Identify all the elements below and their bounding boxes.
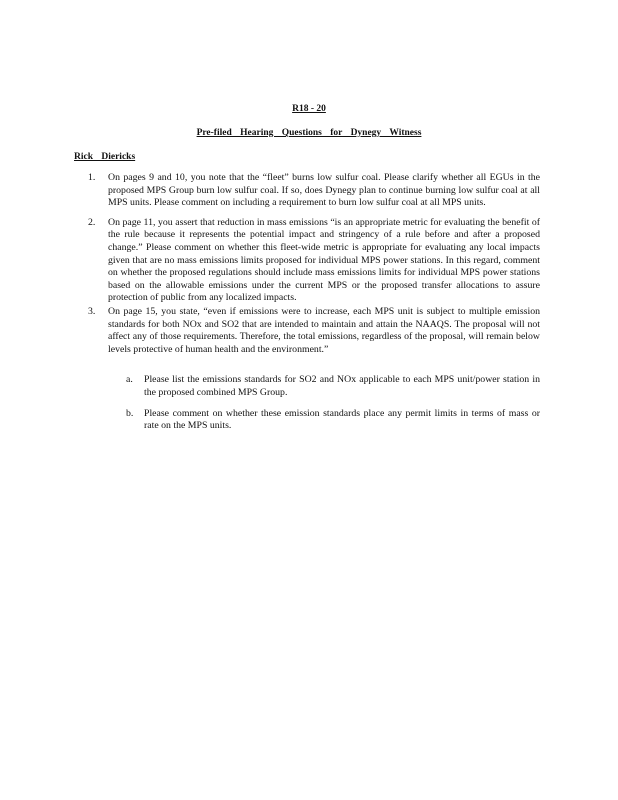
sub-question-text: Please list the emissions standards for SO2 and NOx applicable to each MPS unit/power station in the proposed combined MPS Group. xyxy=(144,374,540,398)
question-text: On page 11, you assert that reduction in mass emissions “is an appropriate metric for evaluating the benefit of the rule because it represents the potential impact and stringency of a rule before and after a proposed change.” Please comment on whether this fleet-wide metric is appropriate for evaluating any local impacts given that are no mass emissions limits proposed for individual MPS power stations. In this regard, comment on whether the proposed regulations should include mass emissions limits for individual MPS power stations based on the allowable emissions under the current MPS or the proposed transfer allocations to assure protection of public from any localized impacts. xyxy=(108,216,540,304)
sub-question-letter: b. xyxy=(126,407,134,419)
question-number: 1. xyxy=(88,172,96,183)
question-text: On page 15, you state, “even if emissions were to increase, each MPS unit is subject to multiple emission standards for both NOx and SO2 that are intended to maintain and attain the NAAQS. The proposal will not affect any of those requirements. Therefore, the total emissions, regardless of the proposal, will remain below levels protective of human health and the environment.” xyxy=(108,305,540,355)
sub-question-item xyxy=(126,374,540,399)
document-id: R18 - 20 xyxy=(292,104,326,114)
sub-question-letter: a. xyxy=(126,374,133,386)
question-number: 2. xyxy=(88,216,96,228)
witness-name: Rick Diericks xyxy=(74,152,136,162)
question-list xyxy=(88,172,540,433)
question-text: On pages 9 and 10, you note that the “fleet” burns low sulfur coal. Please clarify whether all EGUs in the proposed MPS Group burn low sulfur coal. If so, does Dynegy plan to continue burning low sulfur coal at all MPS units. Please comment on including a requirement to burn low sulfur coal at all MPS units. xyxy=(108,172,540,209)
sub-question-item xyxy=(126,408,540,433)
document-subtitle: Pre-filed Hearing Questions for Dynegy Witness xyxy=(196,128,422,138)
question-item xyxy=(88,217,540,305)
question-item xyxy=(88,306,540,356)
sub-question-text: Please comment on whether these emission standards place any permit limits in terms of mass or rate on the MPS units. xyxy=(144,407,540,432)
question-item xyxy=(88,172,540,210)
sub-question-list xyxy=(88,374,540,432)
question-number: 3. xyxy=(88,305,96,317)
